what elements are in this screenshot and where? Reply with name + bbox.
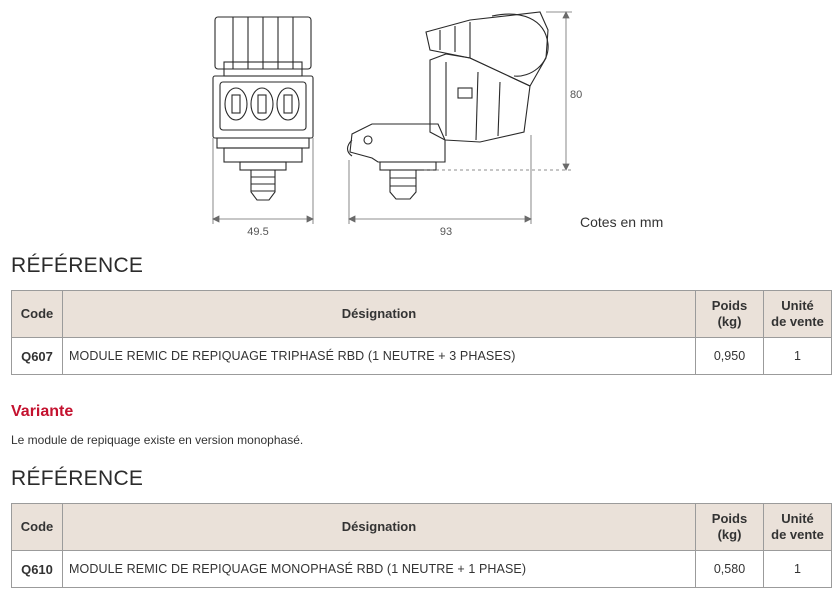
header-designation: Désignation [63,291,696,338]
table-header-row [12,504,832,551]
header-code: Code [12,291,63,338]
cell-designation: MODULE REMIC DE REPIQUAGE MONOPHASÉ RBD (1 NEUTRE + 1 PHASE) [63,551,696,588]
header-unite [764,291,832,338]
cell-designation: MODULE REMIC DE REPIQUAGE TRIPHASÉ RBD (1 NEUTRE + 3 PHASES) [63,338,696,375]
section-title-2: RÉFÉRENCE [11,467,144,490]
header-code: Code [12,504,63,551]
table-row [12,338,832,375]
header-unite-line1: Unité [781,511,814,526]
front-view [213,17,313,200]
header-poids-line2: (kg) [717,314,742,329]
header-unite-line1: Unité [781,298,814,313]
table-header-row [12,291,832,338]
header-poids [696,291,764,338]
cell-poids: 0,580 [696,551,764,588]
cell-code: Q610 [12,551,63,588]
reference-table-1 [11,290,832,375]
header-unite [764,504,832,551]
table-row [12,551,832,588]
units-note: Cotes en mm [580,214,664,230]
dim-width-front: 49.5 [247,226,269,238]
variante-text: Le module de repiquage existe en version monophasé. [11,433,304,447]
technical-drawing [0,0,839,245]
cell-unite: 1 [764,551,832,588]
section-title-1: RÉFÉRENCE [11,254,144,277]
header-poids-line1: Poids [711,298,748,313]
side-view [348,12,549,199]
header-poids-line2: (kg) [717,527,742,542]
header-unite-line2: de vente [771,314,824,329]
variante-title: Variante [11,403,74,420]
dim-height-side: 80 [570,89,583,101]
header-poids-line1: Poids [711,511,748,526]
cell-unite: 1 [764,338,832,375]
reference-table-2 [11,503,832,588]
dim-width-side: 93 [439,226,453,238]
header-designation: Désignation [63,504,696,551]
header-poids [696,504,764,551]
cell-poids: 0,950 [696,338,764,375]
header-unite-line2: de vente [771,527,824,542]
cell-code: Q607 [12,338,63,375]
